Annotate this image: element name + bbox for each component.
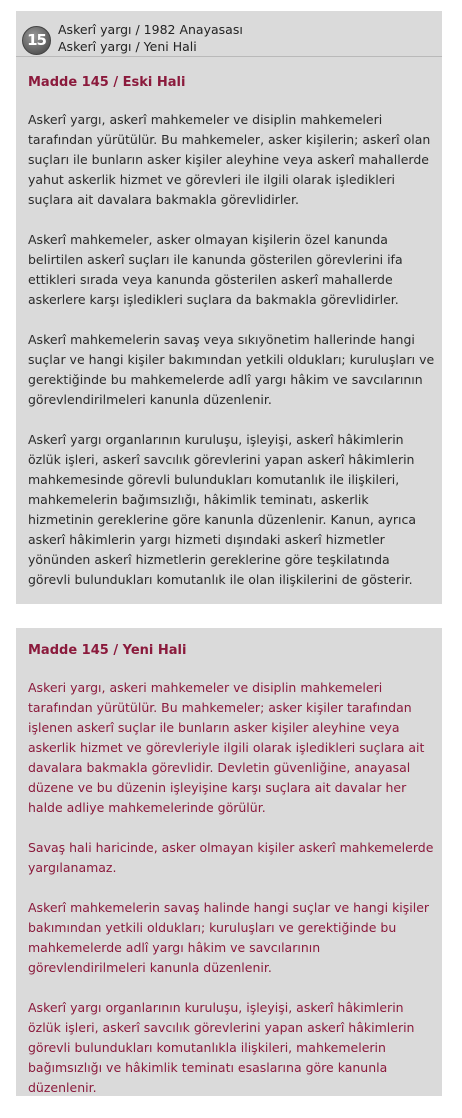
old-article-body [28,110,436,610]
article-header [16,11,442,57]
new-article-title: Madde 145 / Yeni Hali [28,643,187,658]
new-article-panel [16,628,442,1096]
new-paragraph: Askerî yargı organlarının kuruluşu, işleyişi, askerî hâkimlerin özlük işleri, askerî savcılık görevlerini yapan askerî hâkimlerin görevli bulundukları komutanlıkla ilişkileri, mahkemelerin bağımsızlığı ve hâkimlik teminatı esaslarına göre kanunla düzenlenir. [28,1000,415,1095]
header-line-2: Askerî yargı / Yeni Hali [58,39,197,54]
new-paragraph: Savaş hali haricinde, asker olmayan kişiler askerî mahkemelerde yargılanamaz. [28,840,434,875]
new-paragraph: Askeri yargı, askeri mahkemeler ve disiplin mahkemeleri tarafından yürütülür. Bu mahkemeler; asker kişiler tarafından işlenen askerî suçlar ile bunların asker kişiler aleyhine veya askerlik hizmet ve görevleriyle ilgili olarak işledikleri suçlara ait davalara bakmakla görevlidir. Devletin güvenliğine, anayasal düzene ve bu düzenin işleyişine karşı suçlara ait davalar her halde adliye mahkemelerinde görülür. [28,680,425,815]
header-line-1: Askerî yargı / 1982 Anayasası [58,22,243,37]
old-paragraph: Askerî yargı organlarının kuruluşu, işleyişi, askerî hâkimlerin özlük işleri, askerî savcılık görevlerini yapan askerî hâkimlerin mahkemesinde görevli bulundukları komutanlık ile ilişkileri, mahkemelerin bağımsızlığı, hâkimlik teminatı, askerlik hizmetinin gereklerine göre kanunla düzenlenir. Kanun, ayrıca askerî hâkimlerin yargı hizmeti dışındaki askerî hizmetler yönünden askerî hizmetlerin gereklerine göre teşkilatında görevli bulundukları komutanlık ile olan ilişkilerini de gösterir. [28,432,417,587]
old-article-title: Madde 145 / Eski Hali [28,75,186,90]
new-paragraph: Askerî mahkemelerin savaş halinde hangi suçlar ve hangi kişiler bakımından yetkili oldukları; kuruluşları ve gerektiğinde bu mahkemelerde adlî yargı hâkim ve savcılarının görevlendirilmeleri kanunla düzenlenir. [28,900,430,975]
old-article-panel [16,11,442,604]
old-paragraph: Askerî yargı, askerî mahkemeler ve disiplin mahkemeleri tarafından yürütülür. Bu mahkemeler, asker kişilerin; askerî olan suçları ile bunların asker kişiler aleyhine veya askerî mahallerde yahut askerlik hizmet ve görevleri ile ilgili olarak işledikleri suçlara ait davalara bakmakla görevlidirler. [28,112,431,207]
number-badge: 15 [22,26,51,55]
header-text [58,21,243,55]
old-paragraph: Askerî mahkemeler, asker olmayan kişilerin özel kanunda belirtilen askerî suçları ile kanunda gösterilen görevlerini ifa ettikleri sırada veya kanunda gösterilen askerî mahallerde askerlere karşı işledikleri suçlara da bakmakla görevlidirler. [28,232,403,307]
old-paragraph: Askerî mahkemelerin savaş veya sıkıyönetim hallerinde hangi suçlar ve hangi kişiler bakımından yetkili oldukları; kuruluşları ve gerektiğinde bu mahkemelerde adlî yargı hâkim ve savcılarının görevlendirilmeleri kanunla düzenlenir. [28,332,435,407]
new-article-body [28,678,436,1118]
